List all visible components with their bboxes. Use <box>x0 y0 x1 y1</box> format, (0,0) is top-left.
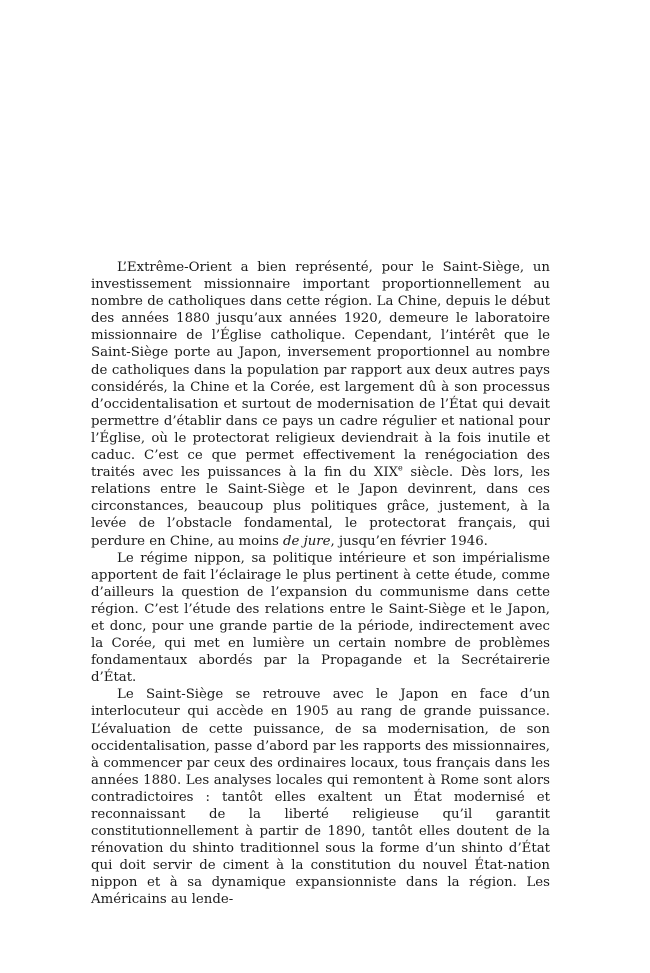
body-text <box>91 259 550 909</box>
paragraph-1-text-c: , jusqu’en février 1946. <box>330 533 488 549</box>
paragraph-1-text-a: L’Extrême-Orient a bien représenté, pour le Saint-Siège, un investissement missionnaire important proportionnellement au nombre de catholiques dans cette région. La Chine, depuis le début des années 1880 jusqu’aux années 1920, demeure le laboratoire missionnaire de l’Église catholique. Cependant, l’intérêt que le Saint-Siège porte au Japon, inversement proportionnel au nombre de catholiques dans la population par rapport aux deux autres pays considérés, la Chine et la Corée, est largement dû à son processus d’occidentalisation et surtout de modernisation de l’État qui devait permettre d’établir dans ce pays un cadre régulier et national pour l’Église, où le protectorat religieux deviendrait à la fois inutile et caduc. C’est ce que permet effectivement la renégociation des traités avec les puissances à la fin du <box>91 260 550 481</box>
paragraph-1-text-b: siècle. Dès lors, les relations entre le Saint-Siège et le Japon devinrent, dans ces circonstances, beaucoup plus politiques grâce, justement, à la levée de l’obstacle fondamental, le protectorat français, qui perdure en Chine, au moins <box>91 465 550 549</box>
italic-phrase: de jure <box>283 533 331 549</box>
paragraph-3: Le Saint-Siège se retrouve avec le Japon en face d’un interlocuteur qui accède en 1905 au rang de grande puissance. L’évaluation de cette puissance, de sa modernisation, de son occidentalisation, passe d’abord par les rapports des missionnaires, à commencer par ceux des ordinaires locaux, tous français dans les années 1880. Les analyses locales qui remontent à Rome sont alors contradictoires : tantôt elles exaltent un État modernisé et reconnaissant de la liberté religieuse qu’il garantit constitutionnellement à partir de 1890, tantôt elles doutent de la rénovation du shinto traditionnel sous la forme d’un shinto d’État qui doit servir de ciment à la constitution du nouvel État-nation nippon et à sa dynamique expansionniste dans la région. Les Américains au lende- <box>91 687 550 908</box>
paragraph-2: Le régime nippon, sa politique intérieure et son impérialisme apportent de fait l’éclairage le plus pertinent à cette étude, comme d’ailleurs la question de l’expansion du communisme dans cette région. C’est l’étude des relations entre le Saint-Siège et le Japon, et donc, pour une grande partie de la période, indirectement avec la Corée, qui met en lumière un certain nombre de problèmes fondamentaux abordés par la Propagande et la Secrétairerie d’État. <box>91 550 550 686</box>
century-superscript: e <box>398 463 403 473</box>
century-numeral: XIX <box>373 465 399 481</box>
paragraph-1 <box>91 259 550 550</box>
